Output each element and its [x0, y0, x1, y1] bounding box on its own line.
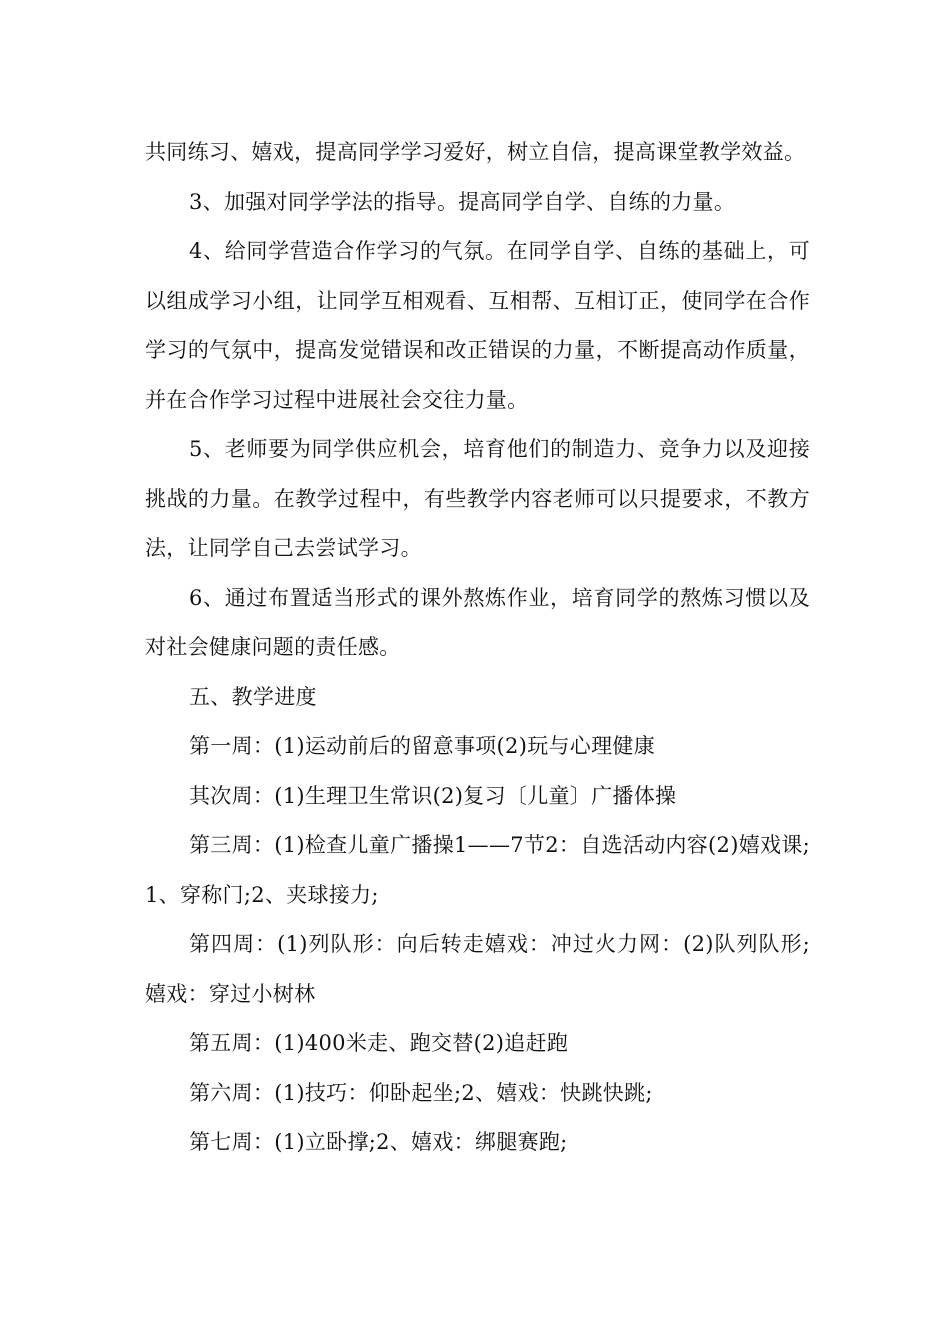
schedule-week-2: 其次周：(1)生理卫生常识(2)复习〔儿童〕广播体操 [189, 783, 677, 808]
schedule-week-4: 第四周：(1)列队形：向后转走嬉戏：冲过火力网：(2)队列队形;嬉戏：穿过小树林 [145, 932, 810, 1006]
schedule-week-3: 第三周：(1)检查儿童广播操1——7节2：自选活动内容(2)嬉戏课;1、穿称门;2、夹球接力; [145, 833, 810, 907]
paragraph-item-3: 3、加强对同学学法的指导。提高同学自学、自练的力量。 [189, 189, 736, 214]
schedule-week-7: 第七周：(1)立卧撑;2、嬉戏：绑腿赛跑; [189, 1130, 568, 1154]
schedule-week-6: 第六周：(1)技巧：仰卧起坐;2、嬉戏：快跳快跳; [189, 1080, 653, 1105]
section-heading-schedule: 五、教学进度 [189, 684, 317, 709]
paragraph-continuation: 共同练习、嬉戏，提高同学学习爱好，树立自信，提高课堂教学效益。 [145, 140, 806, 164]
paragraph-item-4: 4、给同学营造合作学习的气氛。在同学自学、自练的基础上，可以组成学习小组，让同学互相观看、互相帮、互相订正，使同学在合作学习的气氛中，提高发觉错误和改正错误的力量，不断提高动作质量，并在合作学习过程中进展社会交往力量。 [145, 239, 810, 412]
schedule-week-5: 第五周：(1)400米走、跑交替(2)追赶跑 [189, 1031, 569, 1055]
paragraph-item-6: 6、通过布置适当形式的课外熬炼作业，培育同学的熬炼习惯以及对社会健康问题的责任感。 [145, 585, 810, 659]
schedule-week-1: 第一周：(1)运动前后的留意事项(2)玩与心理健康 [189, 734, 655, 758]
document-body [145, 128, 810, 1168]
paragraph-item-5: 5、老师要为同学供应机会，培育他们的制造力、竞争力以及迎接挑战的力量。在教学过程中，有些教学内容老师可以只提要求，不教方法，让同学自己去尝试学习。 [145, 437, 810, 560]
